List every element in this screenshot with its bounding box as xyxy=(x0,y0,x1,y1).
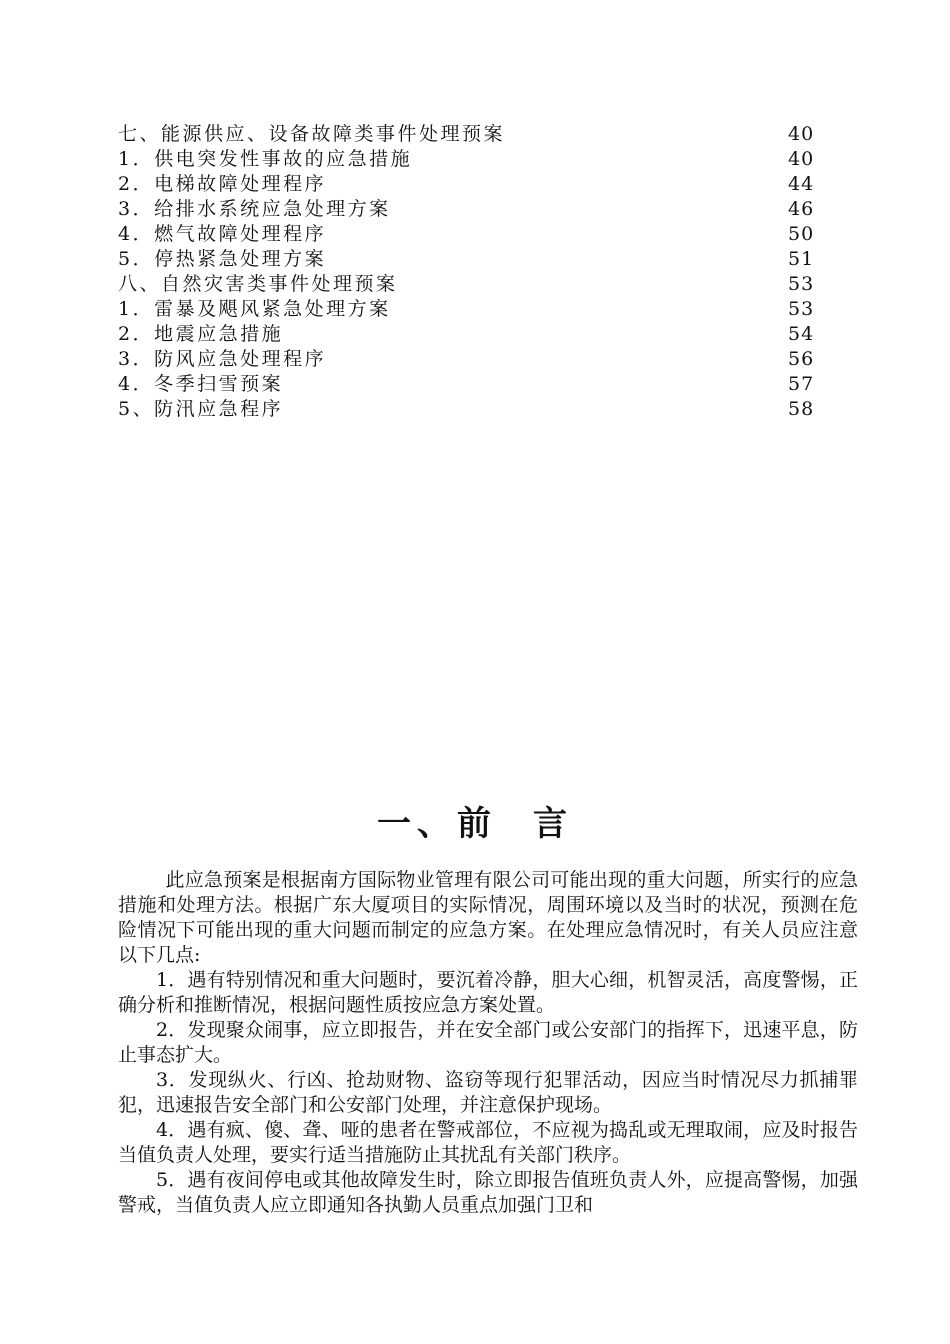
toc-entry xyxy=(118,347,818,372)
toc-entry xyxy=(118,172,818,197)
toc-entry-title: 2．地震应急措施 xyxy=(118,323,284,345)
preface-paragraph: 5．遇有夜间停电或其他故障发生时，除立即报告值班负责人外，应提高警惕，加强警戒，当值负责人应立即通知各执勤人员重点加强门卫和 xyxy=(118,1169,858,1216)
toc-entry xyxy=(118,147,818,172)
toc-entry-title: 1．供电突发性事故的应急措施 xyxy=(118,148,413,170)
toc-entry xyxy=(118,247,818,272)
toc-entry-page: 56 xyxy=(788,348,815,370)
preface-heading xyxy=(0,796,950,845)
toc-entry-page: 50 xyxy=(788,223,815,245)
preface-paragraph: 2．发现聚众闹事，应立即报告，并在安全部门或公安部门的指挥下，迅速平息，防止事态扩大。 xyxy=(118,1019,858,1066)
preface-heading-part1: 一、前 xyxy=(377,804,497,844)
preface-body xyxy=(118,868,858,1218)
toc-entry-title: 3．防风应急处理程序 xyxy=(118,348,327,370)
toc-entry-title: 3．给排水系统应急处理方案 xyxy=(118,198,391,220)
toc-entry-page: 40 xyxy=(788,123,815,145)
toc-entry-title: 八、自然灾害类事件处理预案 xyxy=(118,273,398,295)
toc-entry xyxy=(118,222,818,247)
toc-entry-title: 5、防汛应急程序 xyxy=(118,398,284,420)
toc-entry-page: 57 xyxy=(788,373,815,395)
preface-heading-part2: 言 xyxy=(533,804,573,844)
toc-entry-title: 1．雷暴及飓风紧急处理方案 xyxy=(118,298,391,320)
toc-entry-title: 4．燃气故障处理程序 xyxy=(118,223,327,245)
toc-entry-page: 40 xyxy=(788,148,815,170)
toc-entry-title: 2．电梯故障处理程序 xyxy=(118,173,327,195)
toc-entry-page: 44 xyxy=(788,173,815,195)
toc-entry-title: 七、能源供应、设备故障类事件处理预案 xyxy=(118,123,506,145)
toc-entry-page: 53 xyxy=(788,273,815,295)
preface-paragraph: 1．遇有特别情况和重大问题时，要沉着冷静，胆大心细，机智灵活，高度警惕，正确分析和推断情况，根据问题性质按应急方案处置。 xyxy=(118,969,858,1016)
toc-entry-page: 53 xyxy=(788,298,815,320)
toc-entry-page: 58 xyxy=(788,398,815,420)
table-of-contents xyxy=(118,122,818,422)
toc-entry xyxy=(118,372,818,397)
toc-entry xyxy=(118,297,818,322)
toc-entry xyxy=(118,397,818,422)
preface-paragraph: 此应急预案是根据南方国际物业管理有限公司可能出现的重大问题，所实行的应急措施和处理方法。根据广东大厦项目的实际情况，周围环境以及当时的状况，预测在危险情况下可能出现的重大问题而制定的应急方案。在处理应急情况时，有关人员应注意以下几点: xyxy=(118,869,858,966)
toc-entry-page: 51 xyxy=(788,248,815,270)
preface-paragraph: 4．遇有疯、傻、聋、哑的患者在警戒部位，不应视为捣乱或无理取闹，应及时报告当值负责人处理，要实行适当措施防止其扰乱有关部门秩序。 xyxy=(118,1119,858,1166)
toc-entry xyxy=(118,122,818,147)
toc-entry-title: 5．停热紧急处理方案 xyxy=(118,248,327,270)
toc-entry xyxy=(118,322,818,347)
toc-entry xyxy=(118,272,818,297)
toc-entry xyxy=(118,197,818,222)
preface-paragraph: 3．发现纵火、行凶、抢劫财物、盗窃等现行犯罪活动，因应当时情况尽力抓捕罪犯，迅速报告安全部门和公安部门处理，并注意保护现场。 xyxy=(118,1069,858,1116)
toc-entry-page: 54 xyxy=(788,323,815,345)
toc-entry-page: 46 xyxy=(788,198,815,220)
toc-entry-title: 4．冬季扫雪预案 xyxy=(118,373,284,395)
